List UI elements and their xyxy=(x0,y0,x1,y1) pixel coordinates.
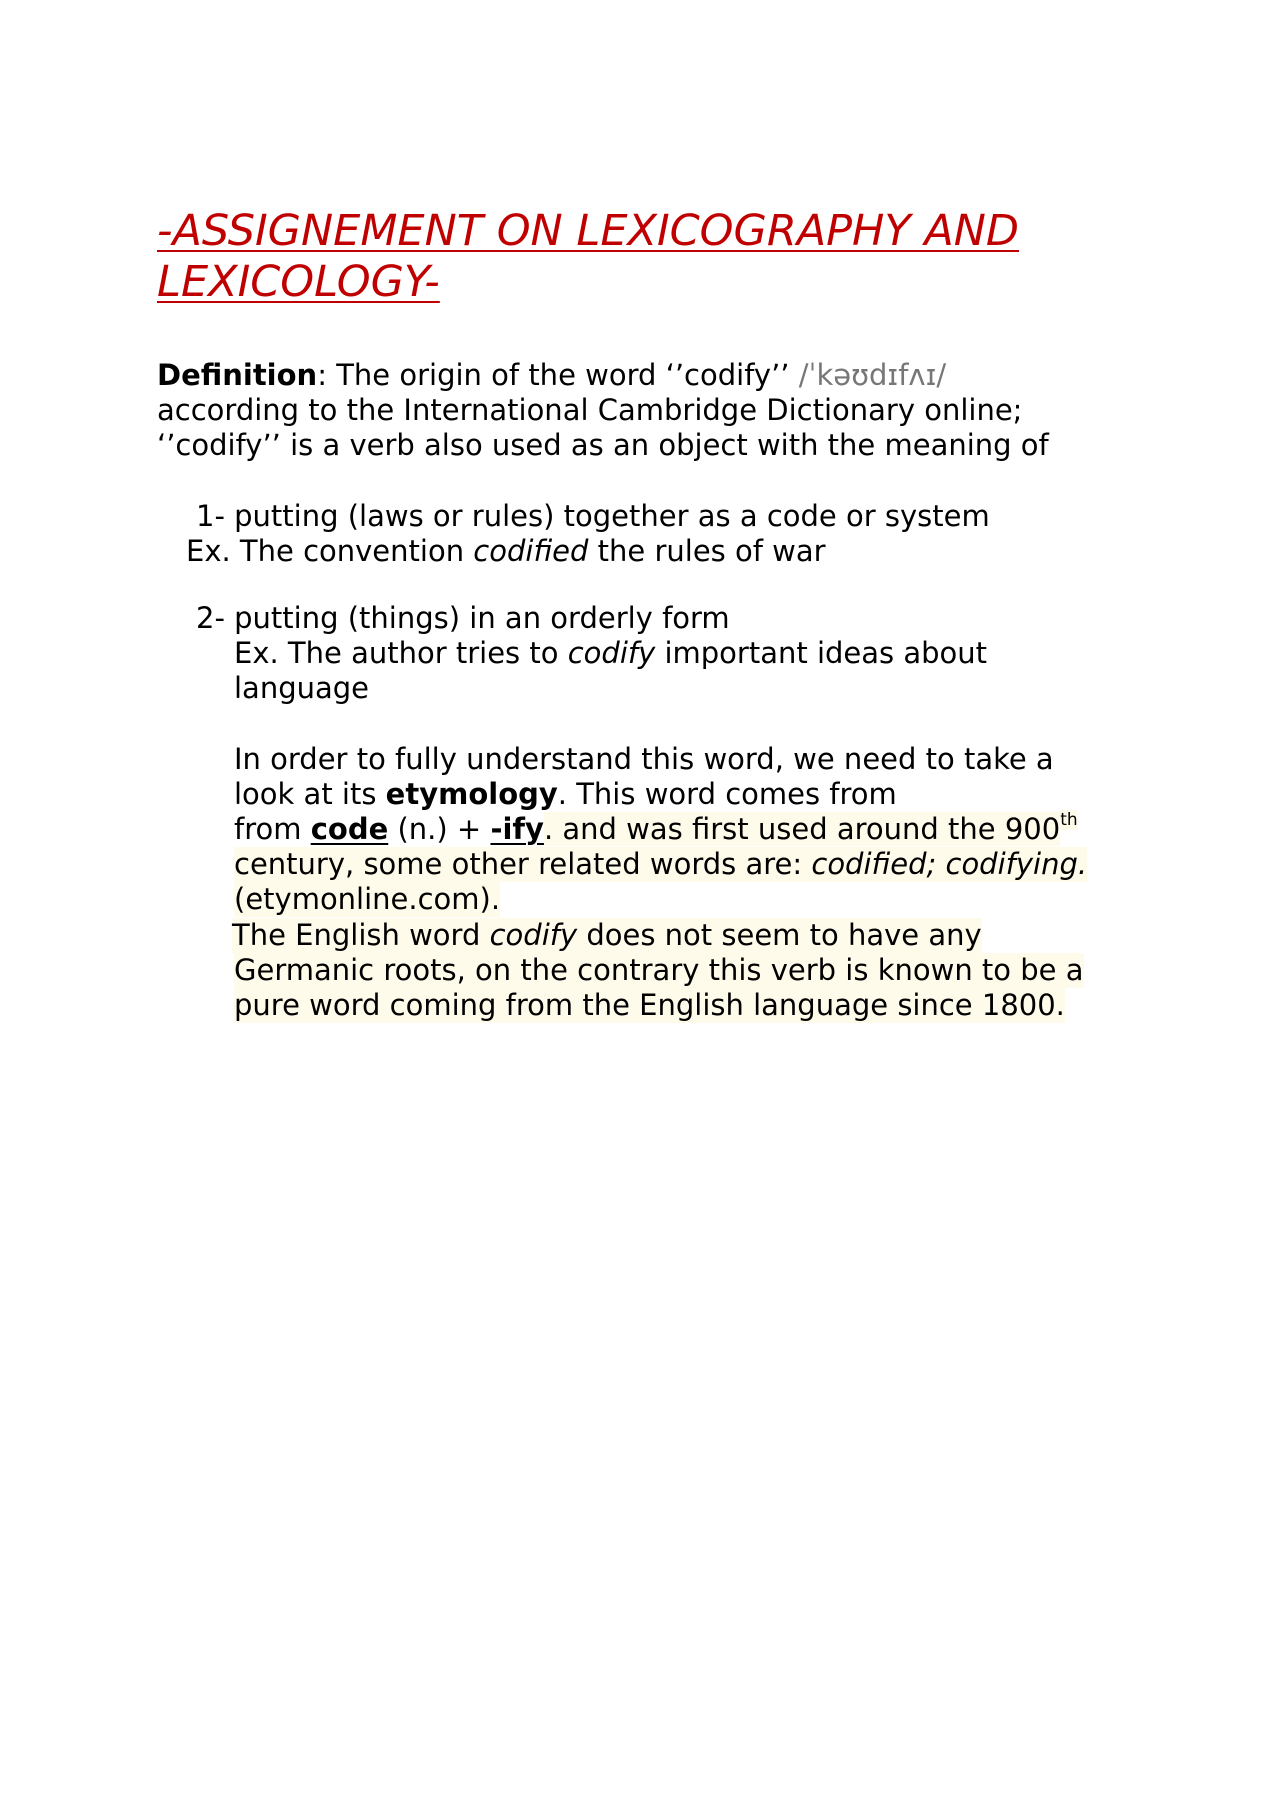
definition-line-2: according to the International Cambridge Dictionary online; xyxy=(157,393,1023,427)
title-line-1: -ASSIGNEMENT ON LEXICOGRAPHY AND xyxy=(157,206,1020,256)
etymology-line-6: The English word codify does not seem to have any xyxy=(232,918,982,952)
definition-line-1: Definition: The origin of the word ‘’codify’’ /ˈkəʊdɪfʌɪ/ xyxy=(157,358,947,392)
page-title xyxy=(157,206,1117,308)
etymology-line-3: from code (n.) + -ify. and was first used around the 900th xyxy=(234,810,1078,846)
etymology-line-1: In order to fully understand this word, we need to take a xyxy=(234,742,1054,776)
meaning-2-example: Ex. The author tries to codify important ideas about xyxy=(234,636,988,670)
definition-label: Definition xyxy=(157,358,318,392)
etymology-line-4: century, some other related words are: codified; codifying. xyxy=(234,847,1088,881)
definition-line-3: ‘’codify’’ is a verb also used as an object with the meaning of xyxy=(157,428,1049,462)
definition-intro: The origin of the word ‘’codify’’ xyxy=(336,358,799,392)
meaning-2-example-cont: language xyxy=(234,671,370,705)
meaning-1: 1- putting (laws or rules) together as a code or system xyxy=(196,499,990,533)
meaning-2: 2- putting (things) in an orderly form xyxy=(196,601,730,635)
code-link[interactable]: code xyxy=(310,812,389,846)
title-line-2: LEXICOLOGY- xyxy=(157,257,440,307)
ify-link[interactable]: -ify xyxy=(490,812,544,846)
etymology-term: etymology xyxy=(385,777,558,811)
etymology-line-5: (etymonline.com). xyxy=(234,882,501,916)
pronunciation: /ˈkəʊdɪfʌɪ/ xyxy=(798,358,947,392)
etymology-line-7: Germanic roots, on the contrary this verb is known to be a xyxy=(234,953,1084,987)
etymology-line-2: look at its etymology. This word comes from xyxy=(234,777,897,811)
etymology-line-8: pure word coming from the English language since 1800. xyxy=(234,988,1065,1022)
meaning-1-example: Ex. The convention codified the rules of war xyxy=(186,534,826,568)
